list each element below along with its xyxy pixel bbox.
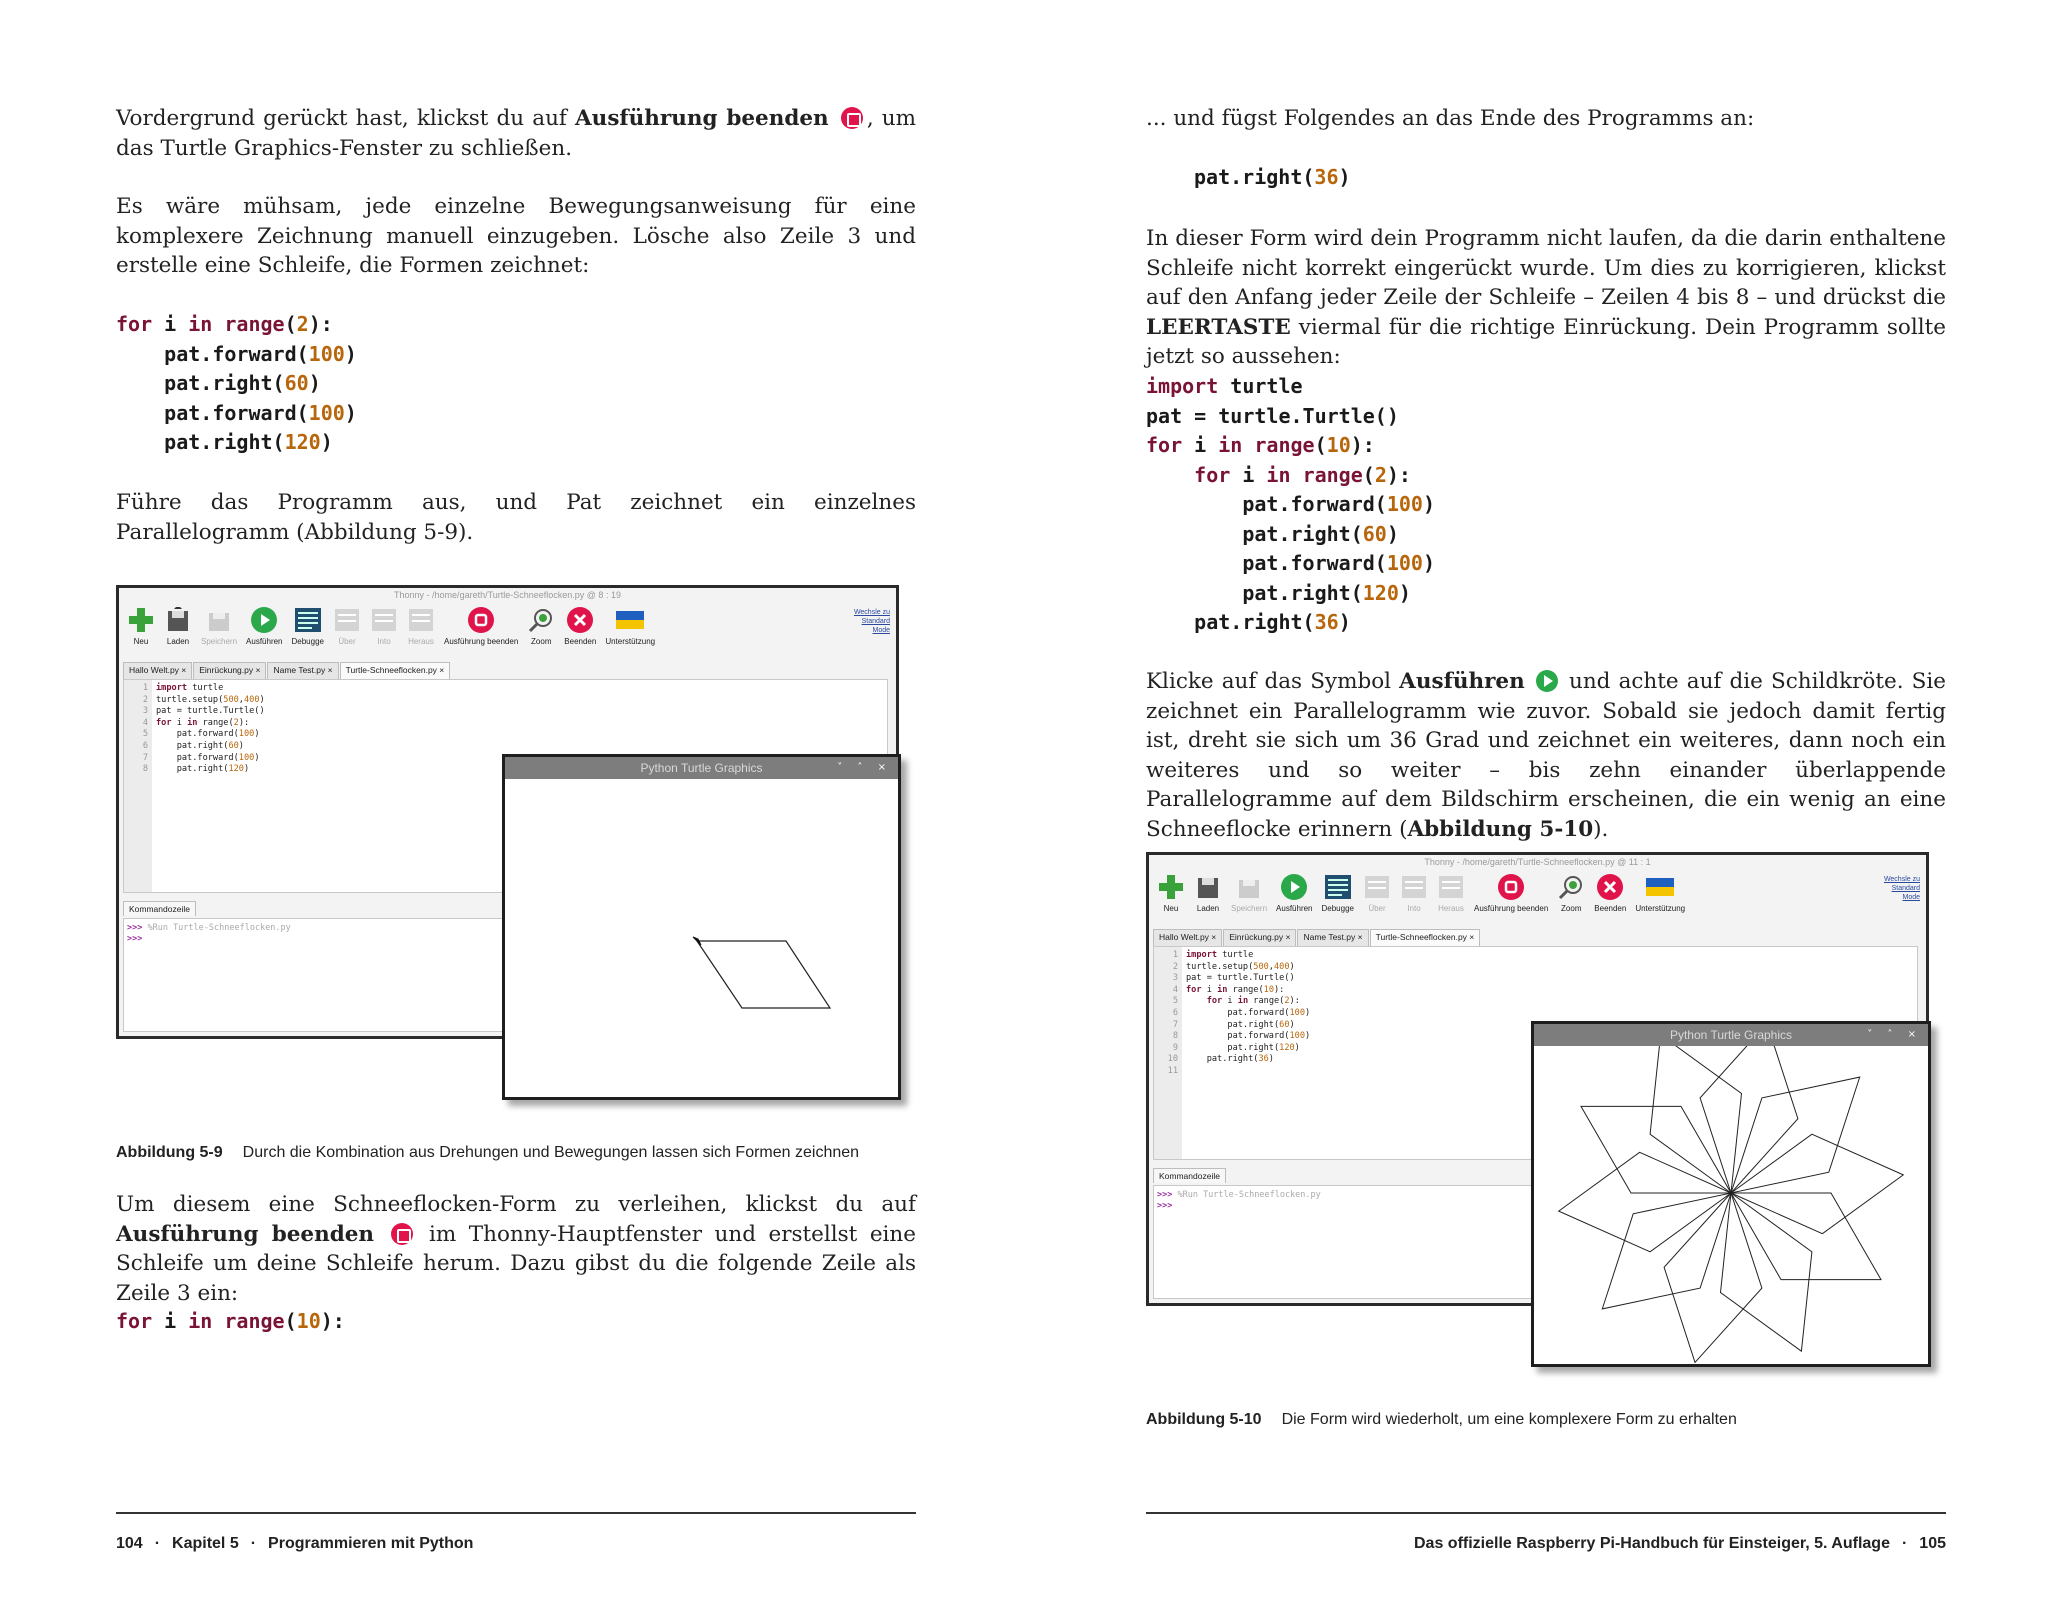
figure-caption-5-9: Abbildung 5-9 Durch die Kombination aus Drehungen und Bewegungen lassen sich Formen zeichnen (116, 1144, 860, 1161)
close-circle-icon (566, 606, 594, 634)
right-code-block-1: pat.right(36) (1194, 165, 1351, 189)
line-gutter (124, 680, 152, 892)
right-page (1146, 0, 1946, 1600)
parallelogram-shape (1721, 1193, 1812, 1351)
switch-mode-link[interactable]: Wechsle zu Standard Mode (1883, 876, 1920, 901)
shell-panel[interactable]: >>> %Run Turtle-Schneeflocken.py >>> (123, 918, 888, 1032)
editor-tabs (1153, 929, 1481, 946)
new-button[interactable]: Neu (127, 606, 155, 656)
parallelogram-drawing (505, 779, 898, 1097)
turtle-window-title: Python Turtle Graphics (1534, 1024, 1928, 1046)
parallelogram-shape (1731, 1077, 1860, 1193)
save-icon (207, 607, 231, 633)
left-paragraph-3: Führe das Programm aus, und Pat zeichnet ein einzelnes Parallelogramm (Abbildung 5-9). (116, 490, 916, 545)
run-button[interactable]: Ausführen (246, 606, 282, 656)
zoom-button[interactable]: Zoom (527, 606, 555, 656)
step-over-button[interactable]: Über (333, 606, 361, 656)
tab-turtle-schneeflocken[interactable]: Turtle-Schneeflocken.py × (340, 662, 451, 679)
figure-caption-5-10: Abbildung 5-10 Die Form wird wiederholt, um eine komplexere Form zu erhalten (1146, 1411, 1737, 1428)
window-title: Thonny - /home/gareth/Turtle-Schneeflocken.py @ 8 : 19 (394, 590, 621, 600)
debug-button[interactable]: Debugge (1322, 873, 1354, 923)
save-button[interactable]: Speichern (201, 606, 237, 656)
footer-rule (1146, 1512, 1946, 1514)
step-into-button[interactable]: Into (370, 606, 398, 656)
step-over-icon (334, 608, 360, 632)
parallelogram-shape (1581, 1106, 1731, 1193)
parallelogram-shape (1664, 1193, 1762, 1362)
debug-button[interactable]: Debugge (292, 606, 324, 656)
turtle-window-title: Python Turtle Graphics (505, 757, 898, 779)
window-title: Thonny - /home/gareth/Turtle-Schneeflocken.py @ 11 : 1 (1424, 857, 1651, 867)
left-paragraph-1: Vordergrund gerückt hast, klickst du auf Ausführung beenden , um das Turtle Graphics-Fenster zu schließen. (116, 106, 917, 161)
step-out-button[interactable]: Heraus (1437, 873, 1465, 923)
footer-rule (116, 1512, 916, 1514)
zoom-icon (528, 607, 554, 633)
play-icon (250, 606, 278, 634)
switch-mode-link[interactable]: Wechsle zu Standard Mode (853, 609, 890, 634)
window-controls[interactable]: ˅ ˄ × (837, 762, 892, 773)
stop-button[interactable]: Ausführung beenden (444, 606, 518, 656)
stop-icon (1497, 873, 1525, 901)
line-numbers: 1 2 3 4 5 6 7 8 (142, 683, 148, 775)
ukraine-flag-icon (616, 609, 644, 631)
parallelogram-shape (1731, 1134, 1903, 1234)
play-icon (1280, 873, 1308, 901)
parallelogram-shape (1650, 1046, 1741, 1193)
tab-name-test[interactable]: Name Test.py × (267, 662, 338, 679)
editor-code: import turtle turtle.setup(500,400) pat = turtle.Turtle() for i in range(2): pat.forward(100) pat.right(60) pat.forward(100) pat.right(120) (156, 683, 265, 775)
tab-name-test[interactable]: Name Test.py × (1297, 929, 1368, 946)
stop-icon (467, 606, 495, 634)
right-code-block-2: import turtle pat = turtle.Turtle() for i in range(10): for i in range(2): pat.forward(100) pat.right(60) pat.forward(100) pat.right(120) pat.right(36) (1146, 374, 1435, 634)
save-icon (1237, 874, 1261, 900)
floppy-icon (166, 607, 190, 633)
thonny-toolbar (1157, 873, 1694, 923)
step-out-icon (1438, 875, 1464, 899)
parallelogram-shape (1700, 1046, 1798, 1193)
parallelogram-shape (1602, 1193, 1731, 1309)
parallelogram-shape (1731, 1193, 1881, 1280)
left-paragraph-2: Es wäre mühsam, jede einzelne Bewegungsanweisung für eine komplexere Zeichnung manuell einzugeben. Lösche also Zeile 3 und erstelle eine Schleife, die Formen zeichnet: (116, 194, 916, 278)
line-numbers: 1 2 3 4 5 6 7 8 9 10 11 (1167, 950, 1178, 1076)
floppy-icon (1196, 874, 1220, 900)
right-paragraph-2: In dieser Form wird dein Programm nicht laufen, da die darin enthaltene Schleife nicht korrekt eingerückt wurde. Um dies zu korrigieren, klickst auf den Anfang jeder Zeile der Schleife – Zeilen 4 bis 8 – und drückst die LEERTASTE viermal für die richtige Einrückung. Dein Programm sollte jetzt so aussehen: (1146, 226, 1946, 369)
plus-icon (128, 607, 154, 633)
shell-tab[interactable]: Kommandozeile (1153, 1168, 1226, 1183)
debug-icon (294, 607, 322, 633)
editor-code: import turtle turtle.setup(500,400) pat = turtle.Turtle() for i in range(10): for i in range(2): pat.forward(100) pat.right(60) pat.forward(100) pat.right(120) pat.right(36) (1186, 950, 1311, 1065)
close-circle-icon (1596, 873, 1624, 901)
left-footer: 104 · Kapitel 5 · Programmieren mit Python (116, 1535, 474, 1552)
thonny-toolbar (127, 606, 664, 656)
line-gutter (1154, 947, 1182, 1159)
step-into-icon (371, 608, 397, 632)
zoom-icon (1558, 874, 1584, 900)
debug-icon (1324, 874, 1352, 900)
shell-tab[interactable]: Kommandozeile (123, 901, 196, 916)
support-button[interactable]: Unterstützung (1635, 873, 1685, 923)
stop-icon (391, 1223, 413, 1245)
window-controls[interactable]: ˅ ˄ × (1867, 1029, 1922, 1040)
right-paragraph-3: Klicke auf das Symbol Ausführen und achte auf die Schildkröte. Sie zeichnet ein Parallelogramm wie zuvor. Sobald sie jedoch damit fertig ist, dreht sie sich um 36 Grad und zeichnet ein weiteres, dann noch ein weiteres und so weiter – bis zehn einander überlappende Parallelogramme auf dem Bildschirm erscheinen, die ein wenig an eine Schneeflocke erinnern (Abbildung 5-10). (1146, 669, 1946, 842)
tab-turtle-schneeflocken[interactable]: Turtle-Schneeflocken.py × (1370, 929, 1481, 946)
tab-einrueckung[interactable]: Einrückung.py × (1223, 929, 1296, 946)
stop-button[interactable]: Ausführung beenden (1474, 873, 1548, 923)
right-paragraph-1: ... und fügst Folgendes an das Ende des Programms an: (1146, 106, 1755, 131)
step-into-icon (1401, 875, 1427, 899)
run-button[interactable]: Ausführen (1276, 873, 1312, 923)
new-button[interactable]: Neu (1157, 873, 1185, 923)
zoom-button[interactable]: Zoom (1557, 873, 1585, 923)
tab-hallo-welt[interactable]: Hallo Welt.py × (1153, 929, 1222, 946)
tab-hallo-welt[interactable]: Hallo Welt.py × (123, 662, 192, 679)
editor-tabs (123, 662, 451, 679)
left-page (116, 0, 916, 1600)
tab-einrueckung[interactable]: Einrückung.py × (193, 662, 266, 679)
support-button[interactable]: Unterstützung (605, 606, 655, 656)
turtle-window-2 (1531, 1021, 1931, 1367)
step-over-icon (1364, 875, 1390, 899)
snowflake-drawing (1534, 1046, 1928, 1364)
plus-icon (1158, 874, 1184, 900)
ukraine-flag-icon (1646, 876, 1674, 898)
stop-icon (841, 107, 863, 129)
parallelogram-shape (1559, 1152, 1731, 1252)
left-code-block-1: for i in range(2): pat.forward(100) pat.right(60) pat.forward(100) pat.right(120) (116, 312, 357, 454)
save-button[interactable]: Speichern (1231, 873, 1267, 923)
quit-button[interactable]: Beenden (564, 606, 596, 656)
step-out-icon (408, 608, 434, 632)
step-out-button[interactable]: Heraus (407, 606, 435, 656)
shell-panel[interactable]: >>> %Run Turtle-Schneeflocken.py >>> (1153, 1185, 1918, 1299)
left-code-block-2: for i in range(10): (116, 1309, 345, 1333)
turtle-window-1 (502, 754, 901, 1100)
run-icon (1536, 670, 1558, 692)
left-paragraph-4: Um diesem eine Schneeflocken-Form zu verleihen, klickst du auf Ausführung beenden im Thonny-Hauptfenster und erstellst eine Schleife um deine Schleife herum. Dazu gibst du die folgende Zeile als Zeile 3 ein: (116, 1192, 916, 1306)
quit-button[interactable]: Beenden (1594, 873, 1626, 923)
step-into-button[interactable]: Into (1400, 873, 1428, 923)
step-over-button[interactable]: Über (1363, 873, 1391, 923)
load-button[interactable]: Laden (1194, 873, 1222, 923)
right-footer: Das offizielle Raspberry Pi-Handbuch für Einsteiger, 5. Auflage · 105 (1414, 1535, 1946, 1552)
load-button[interactable]: Laden (164, 606, 192, 656)
